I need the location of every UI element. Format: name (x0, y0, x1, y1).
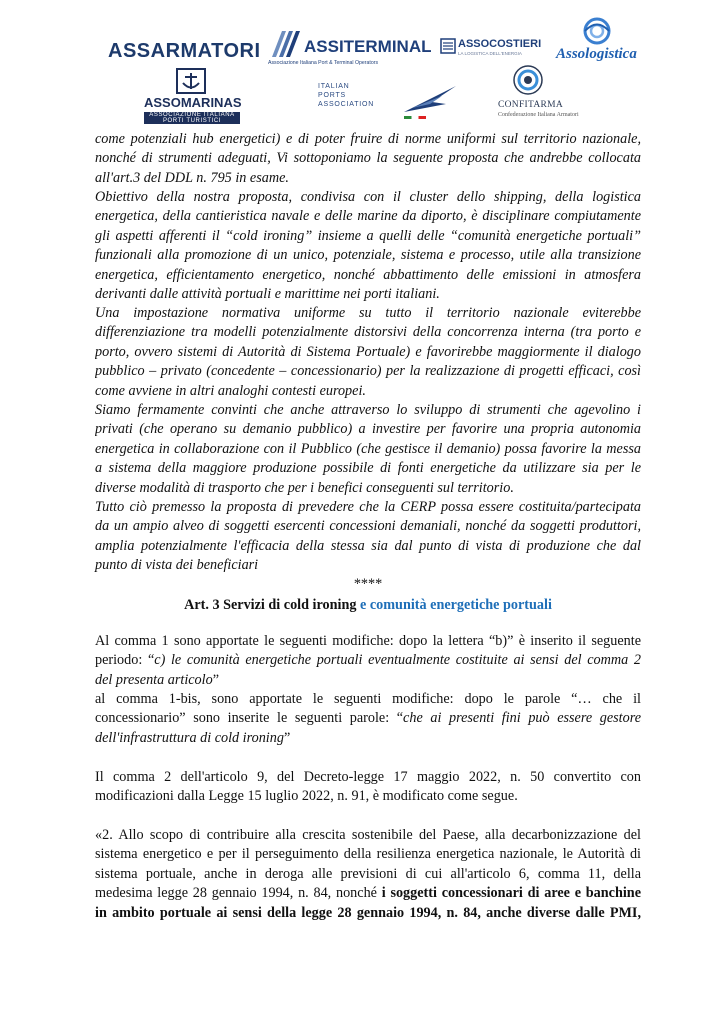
article-heading-main: Art. 3 Servizi di cold ironing (184, 597, 360, 613)
text-line: Una impostazione normativa uniforme su tutto il territorio nazionale eviterebbe (95, 305, 641, 321)
text-span: periodo: “ (95, 652, 155, 669)
text-line: come avviene in altri analoghi contesti europei. (95, 382, 366, 399)
text-line (95, 709, 641, 728)
text-line: Obiettivo della nostra proposta, condivisa con il cluster dello shipping, della logistica (95, 189, 641, 205)
text-line: «2. Allo scopo di contribuire alla crescita sostenibile del Paese, alla decarbonizzazione del (95, 827, 641, 843)
assologistica-swirl-icon (580, 16, 614, 46)
text-line (95, 729, 641, 748)
paragraph-uniform-framework (95, 304, 641, 401)
quoted-amendment: dell'infrastruttura di cold ironing (95, 729, 284, 746)
assomarinas-caption: ASSOCIAZIONE ITALIANA PORTI TURISTICI (149, 112, 235, 124)
text-line: derivanti dalle attività portuali e marittime nei porti italiani. (95, 285, 440, 302)
ipa-wing-icon (402, 82, 458, 116)
assologistica-logo (554, 16, 638, 66)
text-line: Il comma 2 dell'articolo 9, del Decreto-legge 17 maggio 2022, n. 50 convertito con (95, 769, 641, 785)
text-line: energetica, efficientamento energetico, nonché abbattimento delle emissioni in atmosfera (95, 266, 641, 283)
assomarinas-logo (140, 68, 244, 126)
text-line: differenziazione tra modelli potenzialmente distorsivi della concorrenza interna (tra porto e (95, 324, 641, 341)
italian-ports-association-logo (318, 82, 458, 124)
text-line: sistema energetico e per il perseguimento della resilienza energetica nazionale, le Autorità di (95, 846, 641, 863)
confitarma-logo (498, 64, 598, 122)
assocostieri-logo (440, 38, 540, 60)
ipa-line-3: ASSOCIATION (318, 101, 375, 108)
paragraph-quoted-law (95, 826, 641, 923)
text-line: diverse modalità di trasporto che per i benefici conseguenti sul territorio. (95, 479, 514, 496)
quoted-amendment: che ai presenti fini può essere gestore (403, 710, 641, 727)
text-line: privati (che operano su demanio pubblico) a investire per favorire una propria autonomia (95, 421, 641, 438)
text-line: in ambito portuale ai sensi della legge 28 gennaio 1994, n. 84, anche diverse dalle PMI, (95, 904, 641, 921)
article-heading (95, 596, 641, 615)
paragraph-premise (95, 498, 641, 576)
assomarinas-ribbon (144, 112, 240, 124)
assocostieri-caption: LA LOGISTICA DELL'ENERGIA (458, 51, 522, 56)
assomarinas-anchor-icon (176, 68, 206, 94)
assologistica-logo-text: Assologistica (556, 46, 637, 62)
text-line: Siamo fermamente convinti che anche attraverso lo sviluppo di strumenti che agevolino i (95, 402, 641, 418)
text-line: all'art.3 del DDL n. 795 in esame. (95, 169, 289, 186)
text-line: come potenziali hub energetici) e di poter fruire di norme uniformi sul territorio nazionale, (95, 131, 641, 147)
text-span: ” (212, 671, 219, 688)
text-span: concessionario” sono inserite le seguenti parole: “ (95, 710, 404, 727)
ipa-italian-flag-icon (404, 116, 426, 119)
text-line: funzionali alla promozione di un unico, potenziale, sistema e processo, utile alla transizione (95, 247, 641, 264)
text-line: al comma 1-bis, sono apportate le seguenti modifiche: dopo le parole “… che il (95, 691, 641, 707)
text-line: porto, ovvero sistemi di Autorità di Sistema Portuale) e favorirebbe maggiormente il dialogo (95, 343, 641, 360)
paragraph-objective (95, 188, 641, 304)
paragraph-conviction (95, 401, 641, 498)
paragraph-intro-continuation (95, 130, 641, 188)
text-line: energetica, della cantieristica navale e delle marine da diporto, è disciplinare compiutamente (95, 208, 641, 225)
assiterminal-logo (268, 27, 432, 75)
text-line: pubblico – privato (concedente – concessionario) per la realizzazione di progetti efficaci, così (95, 363, 641, 380)
paragraph-decree (95, 768, 641, 807)
text-span: ” (283, 729, 291, 746)
text-line: modificazioni dalla Legge 15 luglio 2022, n. 91, è modificato come segue. (95, 788, 518, 805)
assocostieri-emblem-icon (440, 38, 456, 54)
section-separator: **** (353, 576, 383, 592)
confitarma-logo-text: CONFITARMA (498, 100, 564, 110)
text-line: nonché di strumenti adeguati, Vi sottoponiamo la seguente proposta che andrebbe collocata (95, 150, 641, 167)
text-line: da un ampio alveo di soggetti esercenti concessioni demaniali, nonché da soggetti produttori, (95, 518, 641, 535)
paragraph-comma-1 (95, 632, 641, 690)
assiterminal-stripes-icon (268, 29, 302, 59)
confitarma-caption: Confederazione Italiana Armatori (498, 112, 579, 118)
paragraph-comma-1-bis (95, 690, 641, 748)
assiterminal-logo-text: ASSITERMINAL (304, 37, 432, 56)
text-line: sistema portuale, anche in deroga alle previsioni di cui all'articolo 6, comma 11, della (95, 865, 641, 882)
text-line: a sistema della maggiore produzione possibile di fonti energetiche da utilizzare sia per le (95, 460, 641, 477)
quoted-amendment: del presenta articolo (95, 671, 213, 688)
ipa-line-2: PORTS (318, 92, 346, 99)
text-line: amplia potenzialmente l'efficacia della stessa sia dal punto di vista di produzione che dal (95, 537, 641, 554)
text-line: Al comma 1 sono apportate le seguenti modifiche: dopo la lettera “b)” è inserito il seguente (95, 633, 641, 649)
bold-text-span: i soggetti concessionari di aree e banchine (381, 885, 641, 902)
text-line (95, 884, 641, 903)
assocostieri-logo-text: ASSOCOSTIERI (458, 38, 542, 50)
ipa-line-1: ITALIAN (318, 83, 350, 90)
confitarma-compass-icon (512, 64, 544, 96)
text-line: energetica in collaborazione con il Pubblico (che gestisce il demanio) possa favorire la messa (95, 440, 641, 457)
quoted-amendment: c) le comunità energetiche portuali eventualmente costituite ai sensi del comma 2 (154, 652, 641, 669)
text-line (95, 651, 641, 670)
text-span: medesima legge 28 gennaio 1994, n. 84, nonché (95, 885, 382, 902)
assiterminal-caption: Associazione Italiana Port & Terminal Operators (268, 60, 379, 66)
text-line: gli aspetti afferenti il “cold ironing” insieme a quelli delle “comunità energetiche portuali” (95, 227, 641, 244)
article-heading-highlight: e comunità energetiche portuali (360, 597, 552, 613)
assarmatori-logo-text: ASSARMATORI (108, 40, 261, 62)
text-line: Tutto ciò premesso la proposta di prevedere che la CERP possa essere costituita/partecipata (95, 499, 641, 515)
text-line: punto di vista dei beneficiari (95, 557, 259, 574)
assomarinas-logo-text: ASSOMARINAS (144, 95, 242, 110)
assarmatori-logo (108, 40, 261, 70)
text-line (95, 671, 641, 690)
